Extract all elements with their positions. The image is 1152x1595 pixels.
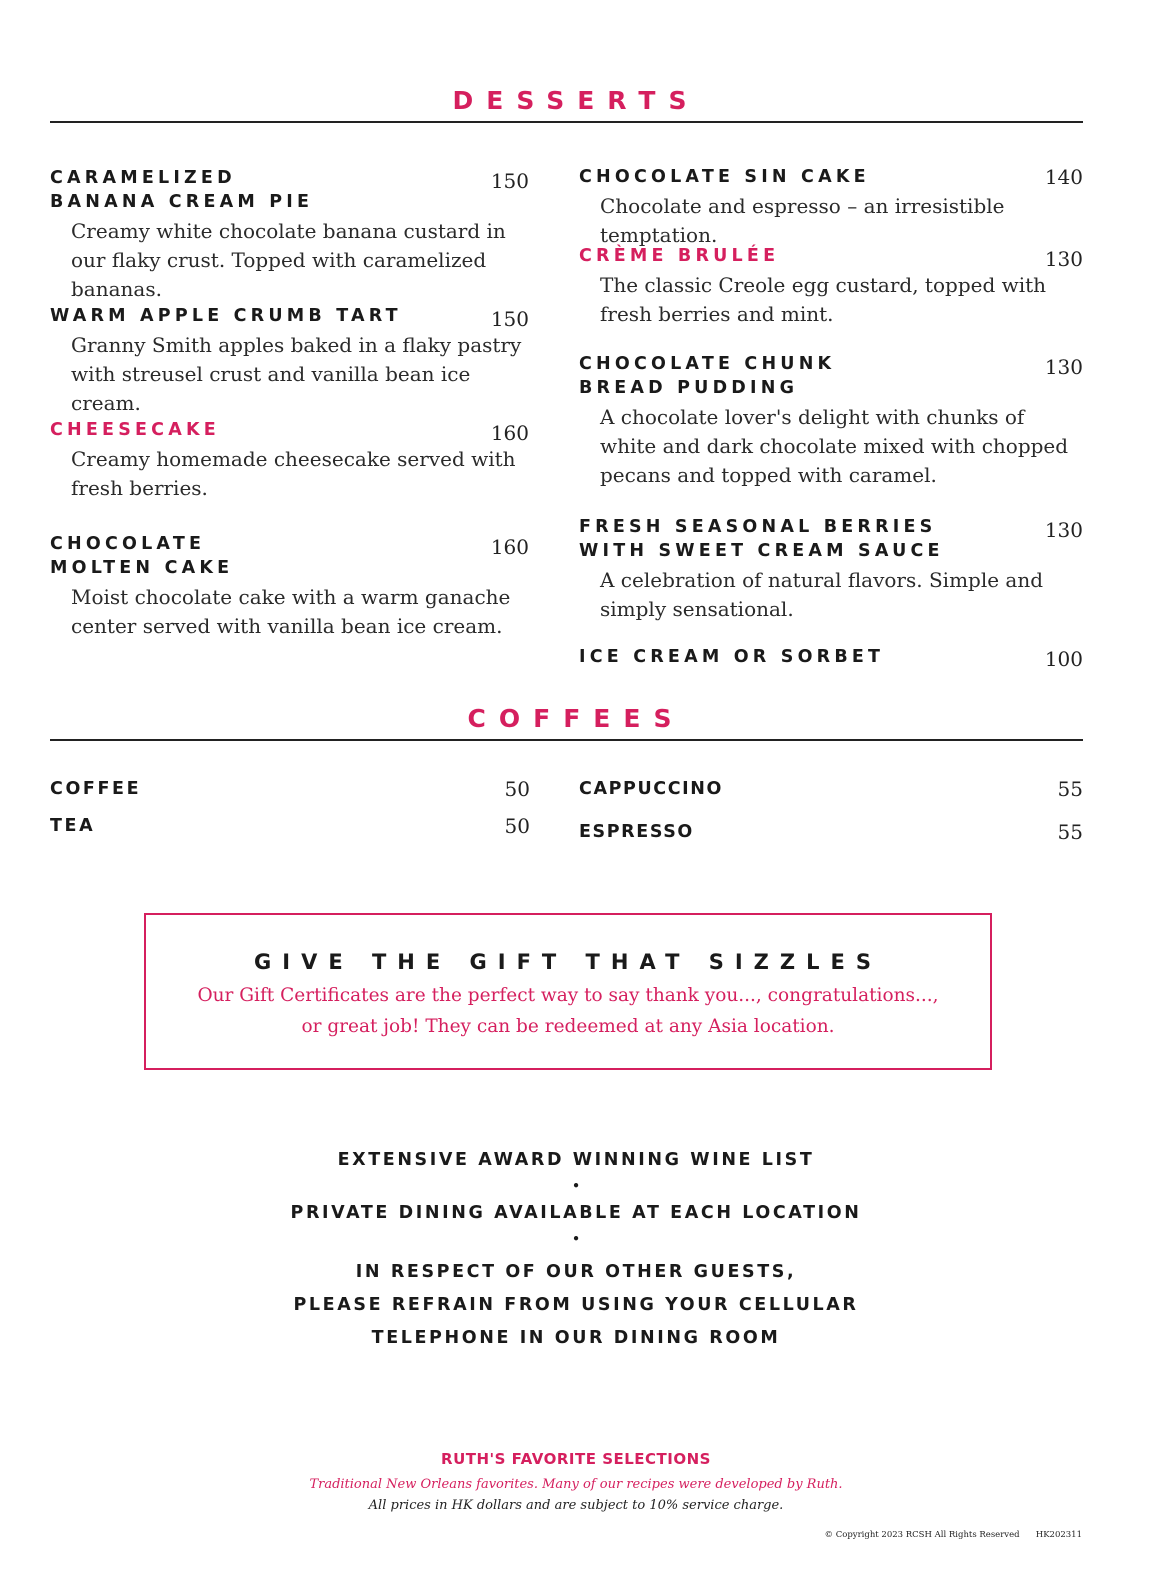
dessert-description: A celebration of natural flavors. Simple and simply sensational.	[600, 568, 1044, 621]
dessert-item-banana-cream-pie	[50, 166, 535, 304]
dessert-price: 100	[1044, 647, 1083, 671]
gift-certificate-box	[144, 913, 992, 1070]
coffee-price: 55	[1057, 777, 1083, 801]
dessert-description: Creamy white chocolate banana custard in our flaky crust. Topped with caramelized bananas.	[71, 219, 506, 301]
dessert-price: 140	[1044, 165, 1083, 189]
dessert-item-molten-cake	[50, 532, 535, 641]
bullet-separator: •	[571, 1177, 581, 1195]
copyright-notice	[825, 1530, 1082, 1540]
dessert-price: 130	[1044, 247, 1083, 271]
dessert-item-creme-brulee	[579, 244, 1083, 329]
dessert-price: 160	[490, 421, 529, 445]
dessert-name: CHOCOLATE CHUNK BREAD PUDDING	[579, 354, 836, 398]
dessert-item-ice-cream-sorbet	[579, 645, 1083, 669]
dessert-name: CHOCOLATE MOLTEN CAKE	[50, 534, 234, 578]
dessert-price: 160	[490, 535, 529, 559]
phone-notice-line-2: PLEASE REFRAIN FROM USING YOUR CELLULAR	[293, 1295, 859, 1315]
document-code: HK202311	[1035, 1530, 1082, 1540]
coffee-name: ESPRESSO	[579, 822, 694, 842]
dessert-name: CHOCOLATE SIN CAKE	[579, 167, 870, 187]
coffee-name: TEA	[50, 816, 96, 836]
phone-notice-line-1: IN RESPECT OF OUR OTHER GUESTS,	[355, 1262, 797, 1282]
copyright-text: © Copyright 2023 RCSH All Rights Reserved	[824, 1530, 1020, 1540]
coffee-item-coffee	[50, 779, 530, 805]
dessert-item-seasonal-berries	[579, 515, 1083, 624]
phone-notice-line-3: TELEPHONE IN OUR DINING ROOM	[371, 1328, 781, 1348]
dessert-item-chocolate-sin-cake	[579, 165, 1083, 250]
favorite-selections-title: RUTH'S FAVORITE SELECTIONS	[441, 1450, 711, 1468]
coffee-price: 50	[504, 814, 530, 838]
coffee-item-espresso	[579, 822, 1083, 848]
private-dining-notice: PRIVATE DINING AVAILABLE AT EACH LOCATION	[290, 1203, 862, 1223]
coffee-price: 55	[1057, 820, 1083, 844]
bullet-separator: •	[571, 1230, 581, 1248]
coffees-divider	[50, 739, 1083, 741]
coffee-price: 50	[504, 777, 530, 801]
dessert-name: FRESH SEASONAL BERRIES WITH SWEET CREAM SAUCE	[579, 517, 944, 561]
dessert-name: WARM APPLE CRUMB TART	[50, 306, 402, 326]
dessert-price: 150	[490, 307, 529, 331]
dessert-description: Chocolate and espresso – an irresistible temptation.	[600, 194, 1005, 247]
dessert-price: 130	[1044, 355, 1083, 379]
gift-title: GIVE THE GIFT THAT SIZZLES	[254, 950, 882, 974]
dessert-price: 130	[1044, 518, 1083, 542]
desserts-title: DESSERTS	[452, 86, 700, 115]
dessert-description: The classic Creole egg custard, topped with fresh berries and mint.	[600, 273, 1047, 326]
coffees-title: COFFEES	[467, 704, 685, 733]
dessert-description: Moist chocolate cake with a warm ganache center served with vanilla bean ice cream.	[71, 585, 511, 638]
dessert-item-apple-crumb-tart	[50, 304, 535, 418]
dessert-price: 150	[490, 169, 529, 193]
favorite-selections-description: Traditional New Orleans favorites. Many of our recipes were developed by Ruth.	[309, 1477, 843, 1492]
coffee-item-tea	[50, 816, 530, 842]
coffee-name: CAPPUCCINO	[579, 779, 723, 799]
dessert-item-bread-pudding	[579, 352, 1083, 490]
dessert-description: Creamy homemade cheesecake served with fresh berries.	[71, 447, 516, 500]
dessert-description: A chocolate lover's delight with chunks of white and dark chocolate mixed with chopped pecans and topped with caramel.	[600, 405, 1069, 487]
gift-text-line-2: or great job! They can be redeemed at any Asia location.	[301, 1016, 835, 1037]
wine-list-notice: EXTENSIVE AWARD WINNING WINE LIST	[337, 1150, 815, 1170]
dessert-item-cheesecake	[50, 418, 535, 503]
desserts-divider	[50, 121, 1083, 123]
dessert-name: CARAMELIZED BANANA CREAM PIE	[50, 168, 314, 212]
dessert-name: ICE CREAM OR SORBET	[579, 647, 885, 667]
coffee-item-cappuccino	[579, 779, 1083, 805]
gift-text-line-1: Our Gift Certificates are the perfect way to say thank you..., congratulations...,	[197, 985, 939, 1006]
dessert-name: CHEESECAKE	[50, 420, 220, 440]
coffee-name: COFFEE	[50, 779, 142, 799]
dessert-name: CRÈME BRULÉE	[579, 246, 780, 266]
dessert-description: Granny Smith apples baked in a flaky pastry with streusel crust and vanilla bean ice cream.	[71, 333, 522, 415]
prices-note: All prices in HK dollars and are subject to 10% service charge.	[368, 1498, 784, 1513]
